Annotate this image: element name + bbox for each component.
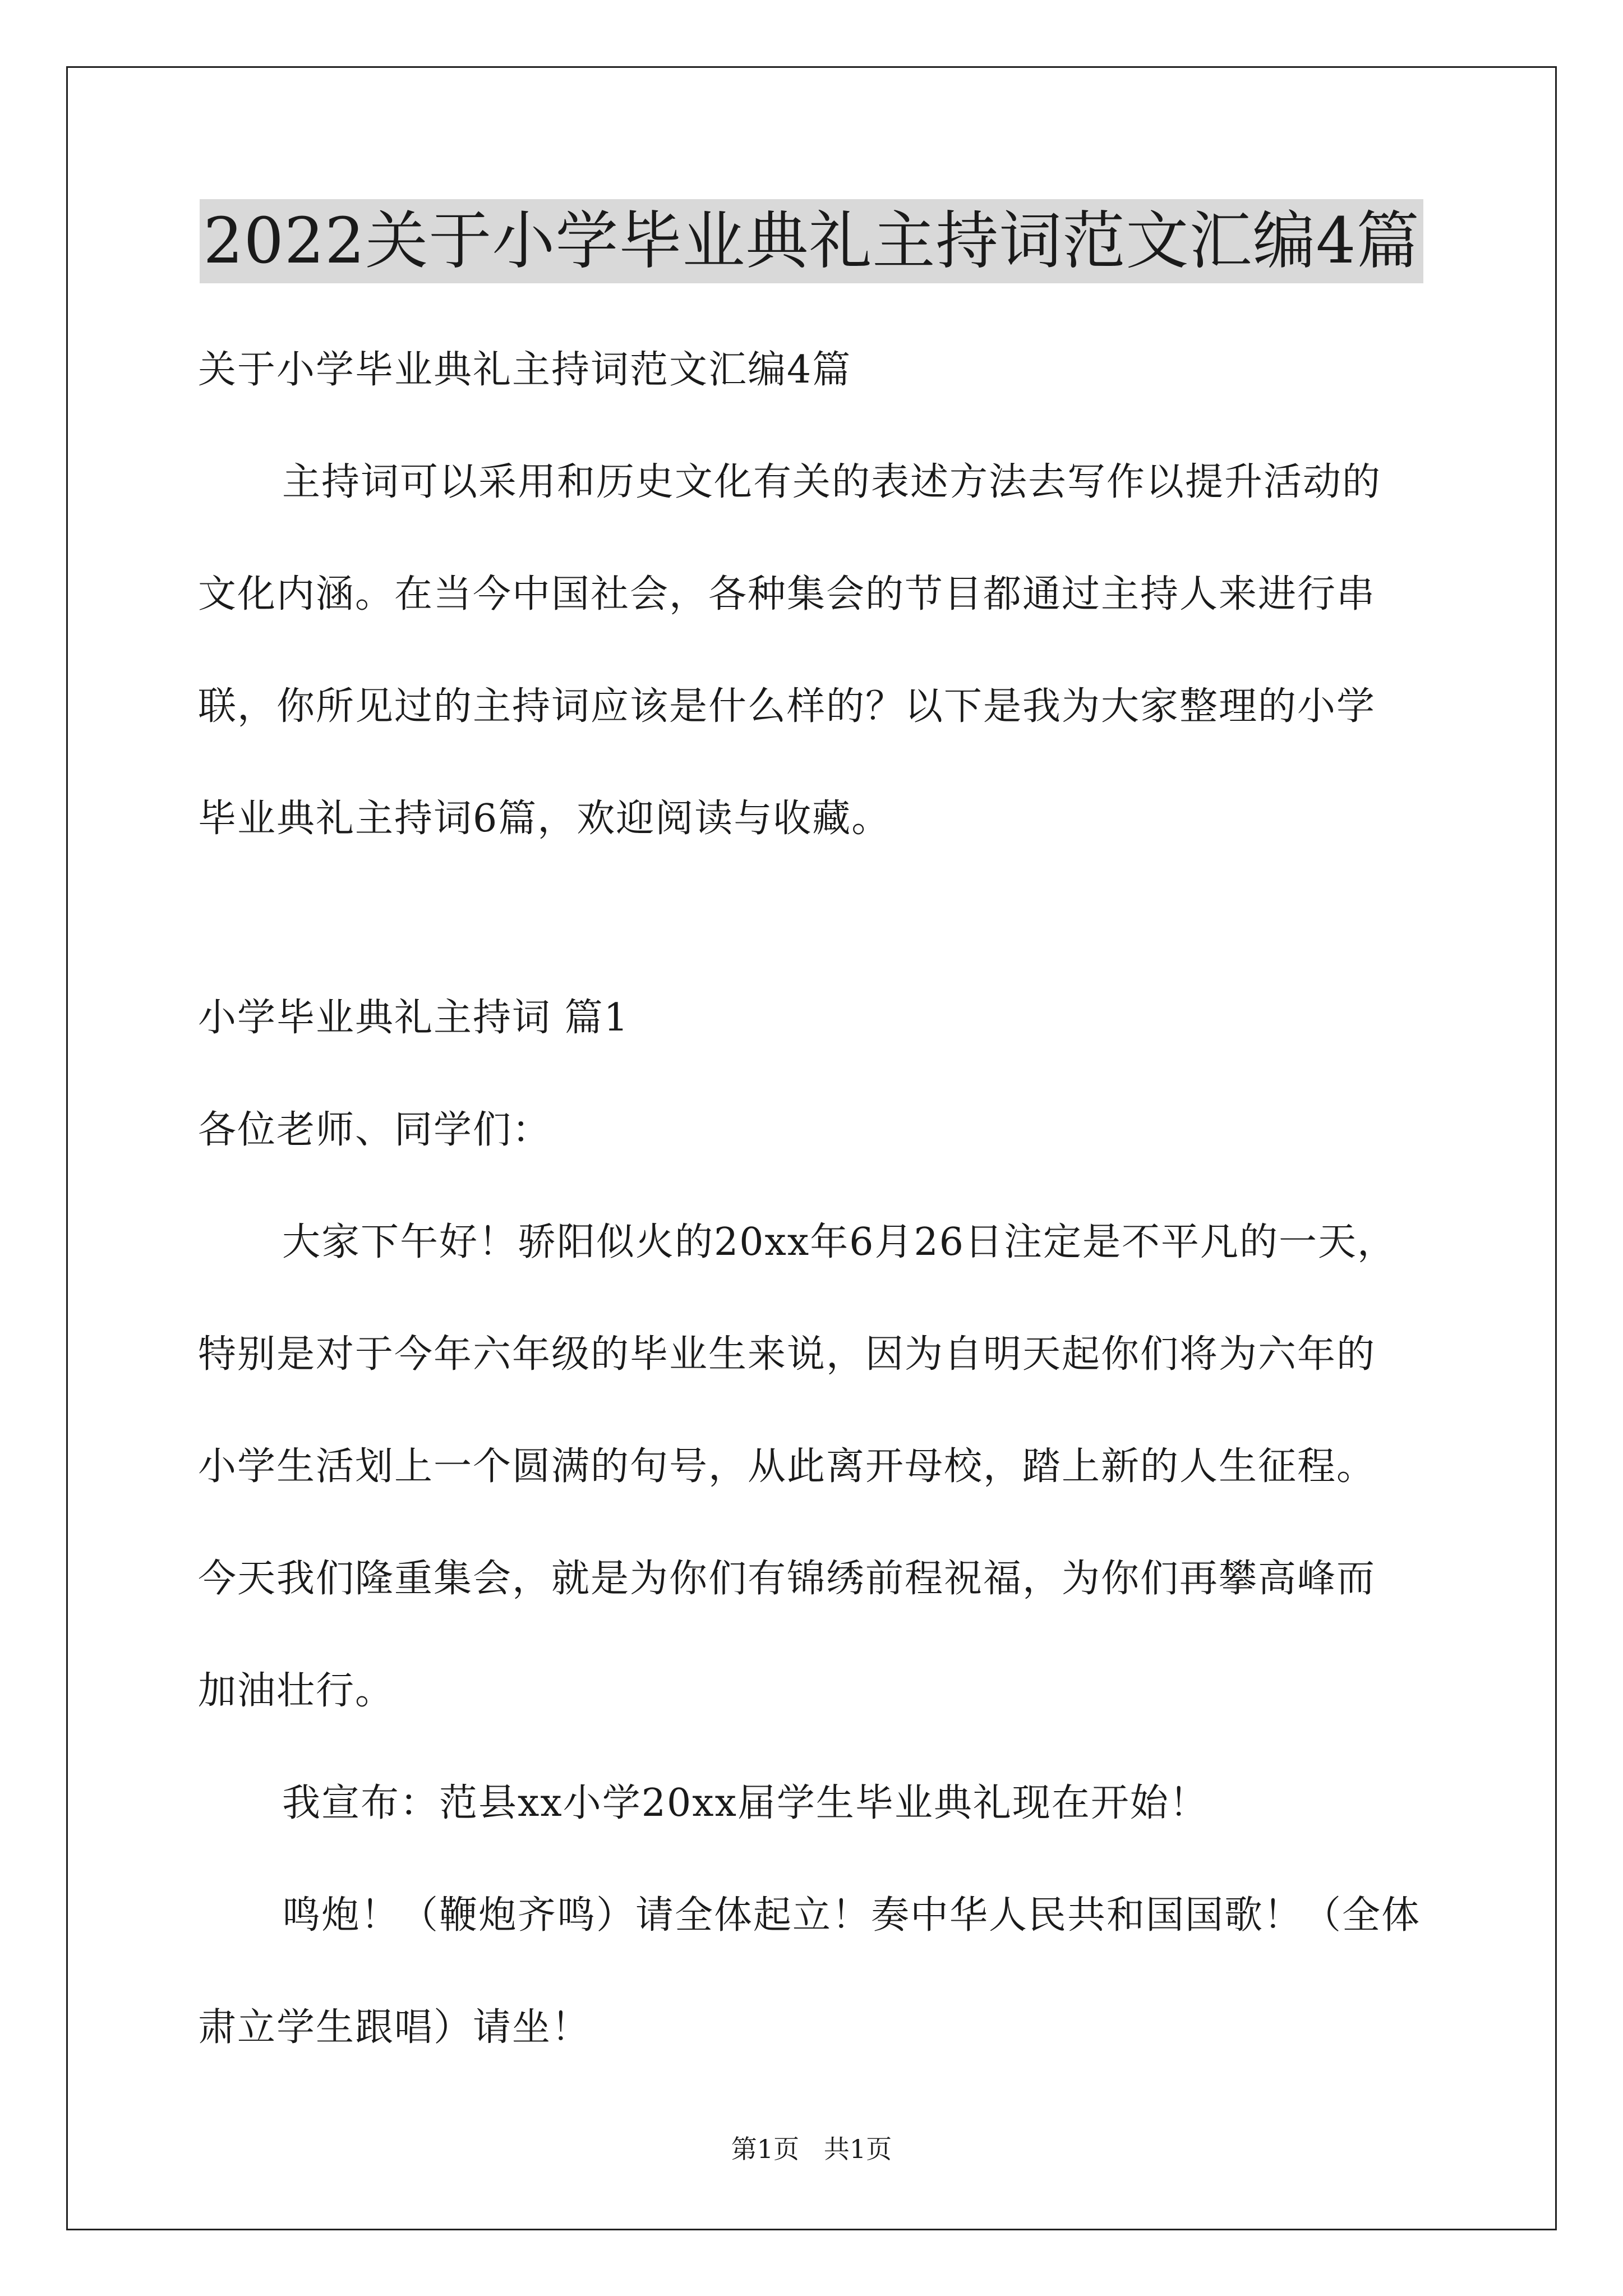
body-line: 大家下午好！骄阳似火的20xx年6月26日注定是不平凡的一天，: [282, 1220, 1397, 1264]
greeting: 各位老师、同学们：: [198, 1108, 552, 1152]
title-container: [0, 199, 1623, 283]
body-line: 肃立学生跟唱）请坐！: [198, 2005, 591, 2050]
body-line: 特别是对于今年六年级的毕业生来说，因为自明天起你们将为六年的: [198, 1332, 1376, 1377]
body-line: 今天我们隆重集会，就是为你们有锦绣前程祝福，为你们再攀高峰而: [198, 1557, 1376, 1601]
body-line: 我宣布：范县xx小学20xx届学生毕业典礼现在开始！: [282, 1781, 1209, 1825]
body-line: 鸣炮！（鞭炮齐鸣）请全体起立！奏中华人民共和国国歌！（全体: [282, 1893, 1421, 1938]
body-line: 加油壮行。: [198, 1669, 395, 1713]
document-title: 2022关于小学毕业典礼主持词范文汇编4篇: [200, 199, 1423, 283]
intro-line: 联，你所见过的主持词应该是什么样的？以下是我为大家整理的小学: [198, 684, 1376, 729]
document-subtitle: 关于小学毕业典礼主持词范文汇编4篇: [198, 348, 852, 392]
intro-line: 主持词可以采用和历史文化有关的表述方法去写作以提升活动的: [282, 460, 1382, 504]
intro-line: 文化内涵。在当今中国社会，各种集会的节目都通过主持人来进行串: [198, 572, 1376, 616]
section-heading: 小学毕业典礼主持词 篇1: [198, 996, 629, 1040]
body-line: 小学生活划上一个圆满的句号，从此离开母校，踏上新的人生征程。: [198, 1444, 1376, 1489]
intro-line: 毕业典礼主持词6篇，欢迎阅读与收藏。: [198, 797, 891, 841]
page-footer: 第1页 共1页: [731, 2134, 892, 2164]
